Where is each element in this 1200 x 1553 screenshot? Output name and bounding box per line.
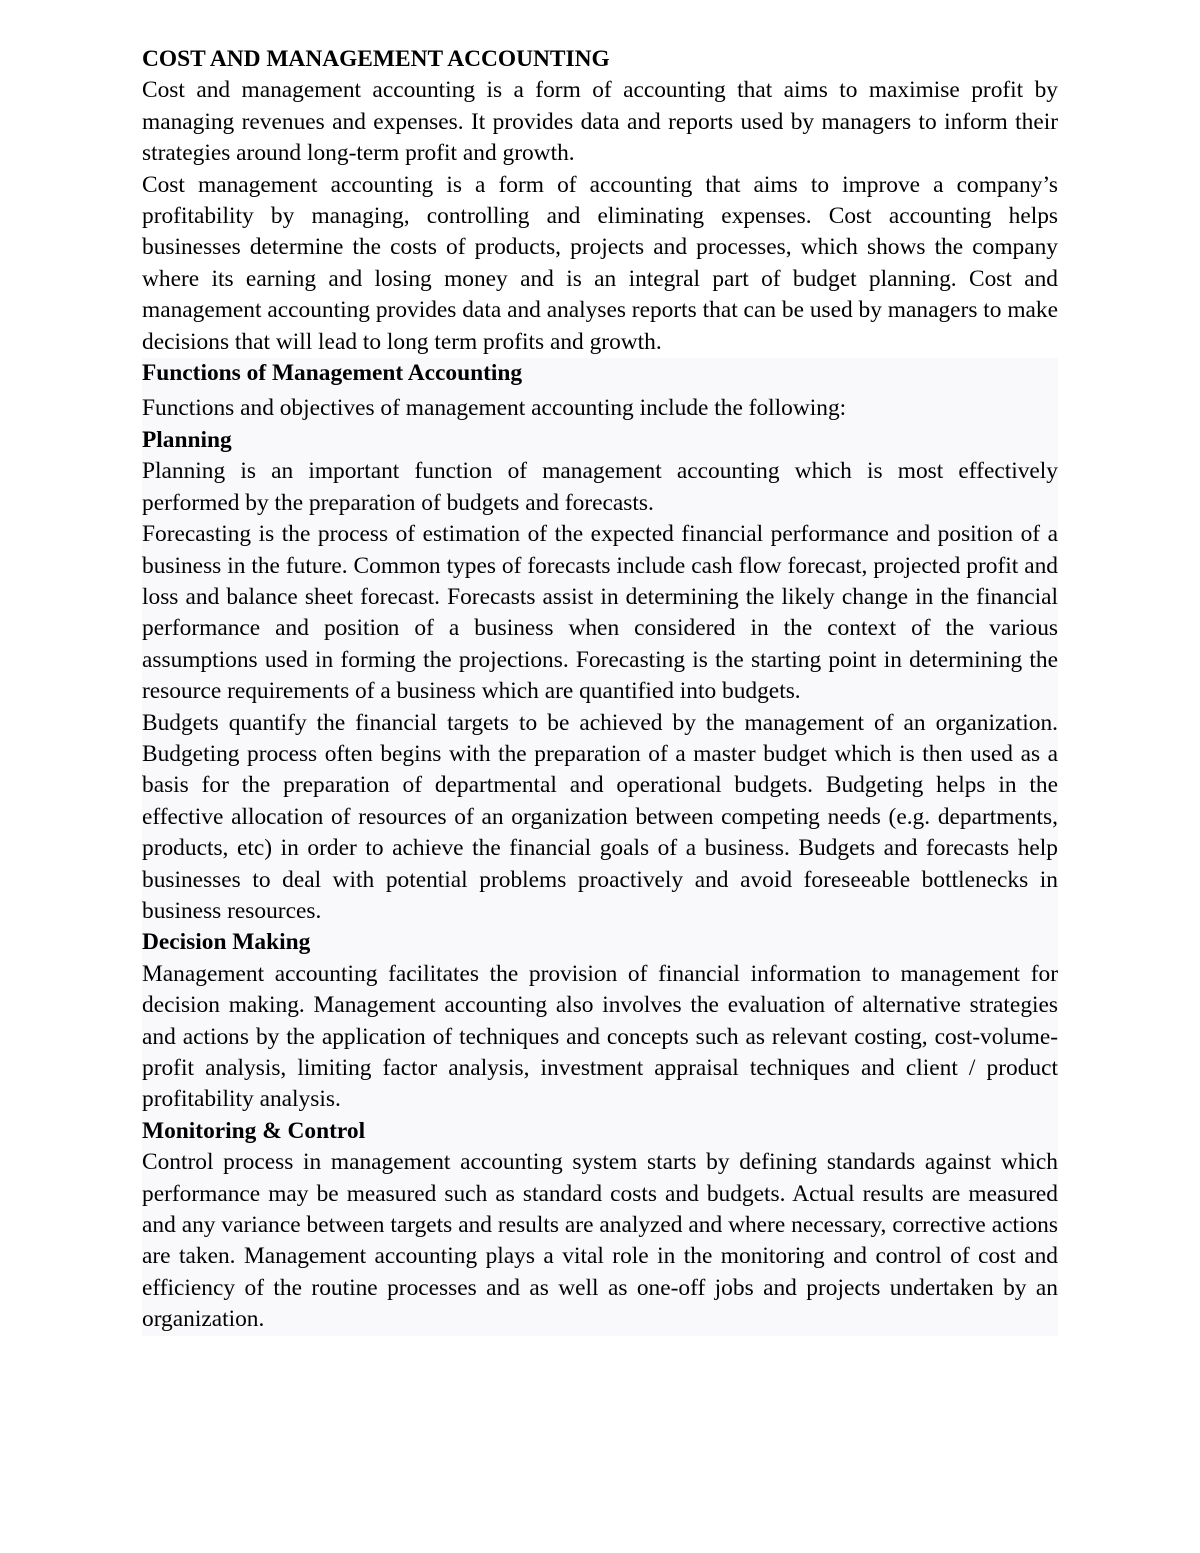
monitoring-control-paragraph-1: Control process in management accounting system starts by defining standards against which performance may be measured such as standard costs and budgets. Actual results are measured and any variance between targets and results are analyzed and where necessary, corrective actions are taken. Management accounting plays a vital role in the monitoring and control of cost and efficiency of the routine processes and as well as one-off jobs and projects undertaken by an organization. — [142, 1149, 1058, 1333]
document-page — [142, 44, 1058, 1336]
functions-intro: Functions and objectives of management accounting include the following: — [142, 395, 847, 422]
intro-paragraph-2: Cost management accounting is a form of accounting that aims to improve a company’s profitability by managing, controlling and eliminating expenses. Cost accounting helps businesses determine the costs of products, projects and processes, which shows the company where its earning and losing money and is an integral part of budget planning. Cost and management accounting provides data and analyses reports that can be used by managers to make decisions that will lead to long term profits and growth. — [142, 171, 1058, 355]
planning-paragraph-1: Planning is an important function of management accounting which is most effectively performed by the preparation of budgets and forecasts. — [142, 458, 1058, 516]
decision-making-paragraph-1: Management accounting facilitates the provision of financial information to management for decision making. Management accounting also involves the evaluation of alternative strategies and actions by the application of techniques and concepts such as relevant costing, cost-volume-profit analysis, limiting factor analysis, investment appraisal techniques and client / product profitability analysis. — [142, 960, 1058, 1113]
section-heading-decision-making: Decision Making — [142, 929, 311, 956]
planning-paragraph-3: Budgets quantify the financial targets to be achieved by the management of an organization. Budgeting process often begins with the preparation of a master budget which is then used as a basis for the preparation of departmental and operational budgets. Budgeting helps in the effective allocation of resources of an organization between competing needs (e.g. departments, products, etc) in order to achieve the financial goals of a business. Budgets and forecasts help businesses to deal with potential problems proactively and avoid foreseeable bottlenecks in business resources. — [142, 709, 1058, 924]
functions-block — [142, 358, 1058, 1336]
section-heading-monitoring-control: Monitoring & Control — [142, 1117, 366, 1144]
functions-heading: Functions of Management Accounting — [142, 360, 523, 387]
intro-paragraph-1: Cost and management accounting is a form of accounting that aims to maximise profit by managing revenues and expenses. It provides data and reports used by managers to inform their strategies around long-term profit and growth. — [142, 77, 1058, 167]
planning-paragraph-2: Forecasting is the process of estimation of the expected financial performance and position of a business in the future. Common types of forecasts include cash flow forecast, projected profit and loss and balance sheet forecast. Forecasts assist in determining the likely change in the financial performance and position of a business when considered in the context of the various assumptions used in forming the projections. Forecasting is the starting point in determining the resource requirements of a business which are quantified into budgets. — [142, 521, 1058, 705]
document-title: COST AND MANAGEMENT ACCOUNTING — [142, 46, 610, 72]
section-heading-planning: Planning — [142, 426, 232, 453]
